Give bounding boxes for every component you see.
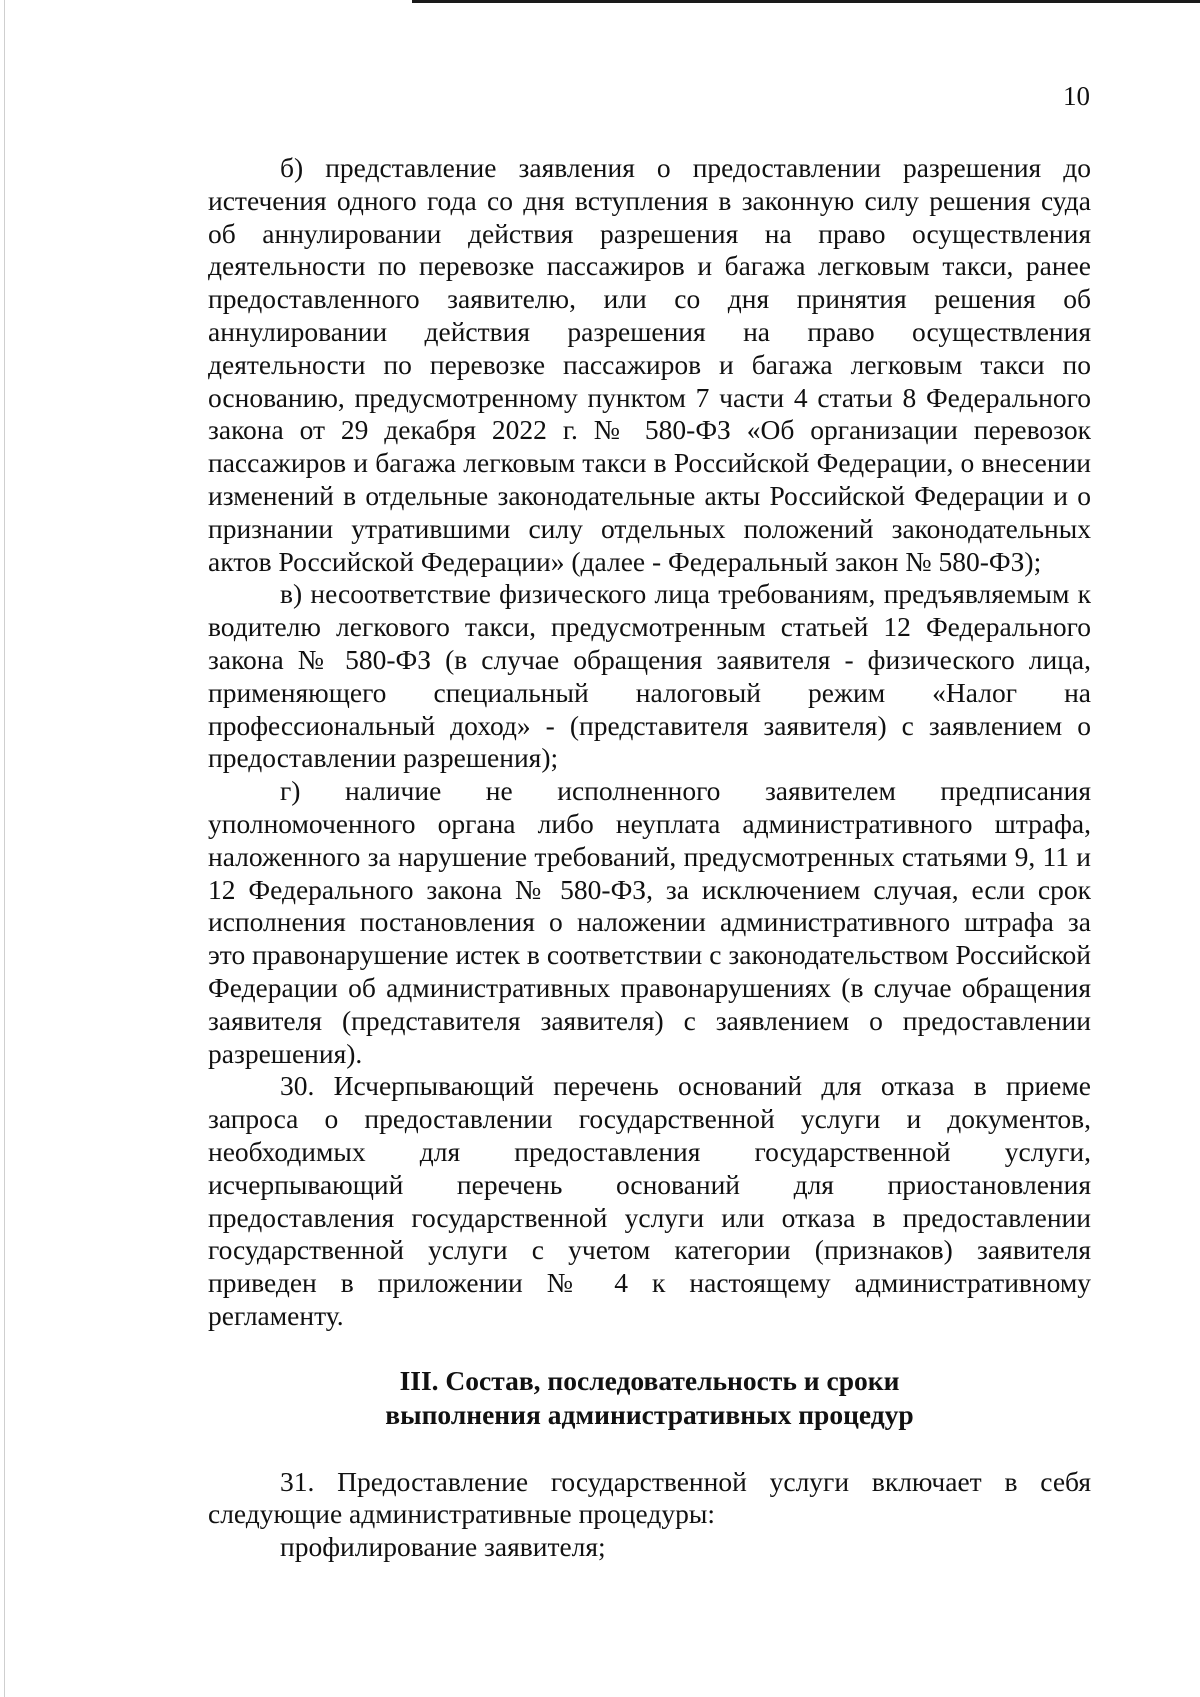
section-heading <box>208 1364 1091 1432</box>
paragraph-30: 30. Исчерпывающий перечень оснований для отказа в приеме запроса о предоставлении государственной услуги и документов, необходимых для предоставления государственной услуги, исчерпывающий перечень оснований для приостановления предоставления государственной услуги или отказа в предоставлении государственной услуги с учетом категории (признаков) заявителя приведен в приложении № 4 к настоящему административному регламенту. <box>208 1070 1091 1331</box>
paragraph-31: 31. Предоставление государственной услуги включает в себя следующие административные процедуры: <box>208 1465 1091 1530</box>
section-heading-line-2: выполнения административных процедур <box>385 1398 914 1430</box>
paragraph-g: г) наличие не исполненного заявителем предписания уполномоченного органа либо неуплата административного штрафа, наложенного за нарушение требований, предусмотренных статьями 9, 11 и 12 Федерального закона № 580-ФЗ, за исключением случая, если срок исполнения постановления о наложении административного штрафа за это правонарушение истек в соответствии с законодательством Российской Федерации об административных правонарушениях (в случае обращения заявителя (представителя заявителя) с заявлением о предоставлении разрешения). <box>208 775 1091 1069</box>
paragraph-b: б) представление заявления о предоставлении разрешения до истечения одного года со дня вступления в законную силу решения суда об аннулировании действия разрешения на право осуществления деятельности по перевозке пассажиров и багажа легковым такси, ранее предоставленного заявителю, или со дня принятия решения об аннулировании действия разрешения на право осуществления деятельности по перевозке пассажиров и багажа легковым такси по основанию, предусмотренному пунктом 7 части 4 статьи 8 Федерального закона от 29 декабря 2022 г. № 580-ФЗ «Об организации перевозок пассажиров и багажа легковым такси в Российской Федерации, о внесении изменений в отдельные законодательные акты Российской Федерации и о признании утратившими силу отдельных положений законодательных актов Российской Федерации» (далее - Федеральный закон № 580-ФЗ); <box>208 152 1091 577</box>
paragraph-v: в) несоответствие физического лица требованиям, предъявляемым к водителю легкового такси, предусмотренным статьей 12 Федерального закона № 580-ФЗ (в случае обращения заявителя - физического лица, применяющего специальный налоговый режим «Налог на профессиональный доход» - (представителя заявителя) с заявлением о предоставлении разрешения); <box>208 578 1091 774</box>
section-heading-line-1: III. Состав, последовательность и сроки <box>399 1364 900 1396</box>
top-border-line <box>412 0 1200 3</box>
document-body <box>208 152 1091 1564</box>
left-scan-edge <box>4 0 5 1697</box>
procedure-item: профилирование заявителя; <box>280 1531 606 1563</box>
page-number: 10 <box>1063 81 1090 111</box>
